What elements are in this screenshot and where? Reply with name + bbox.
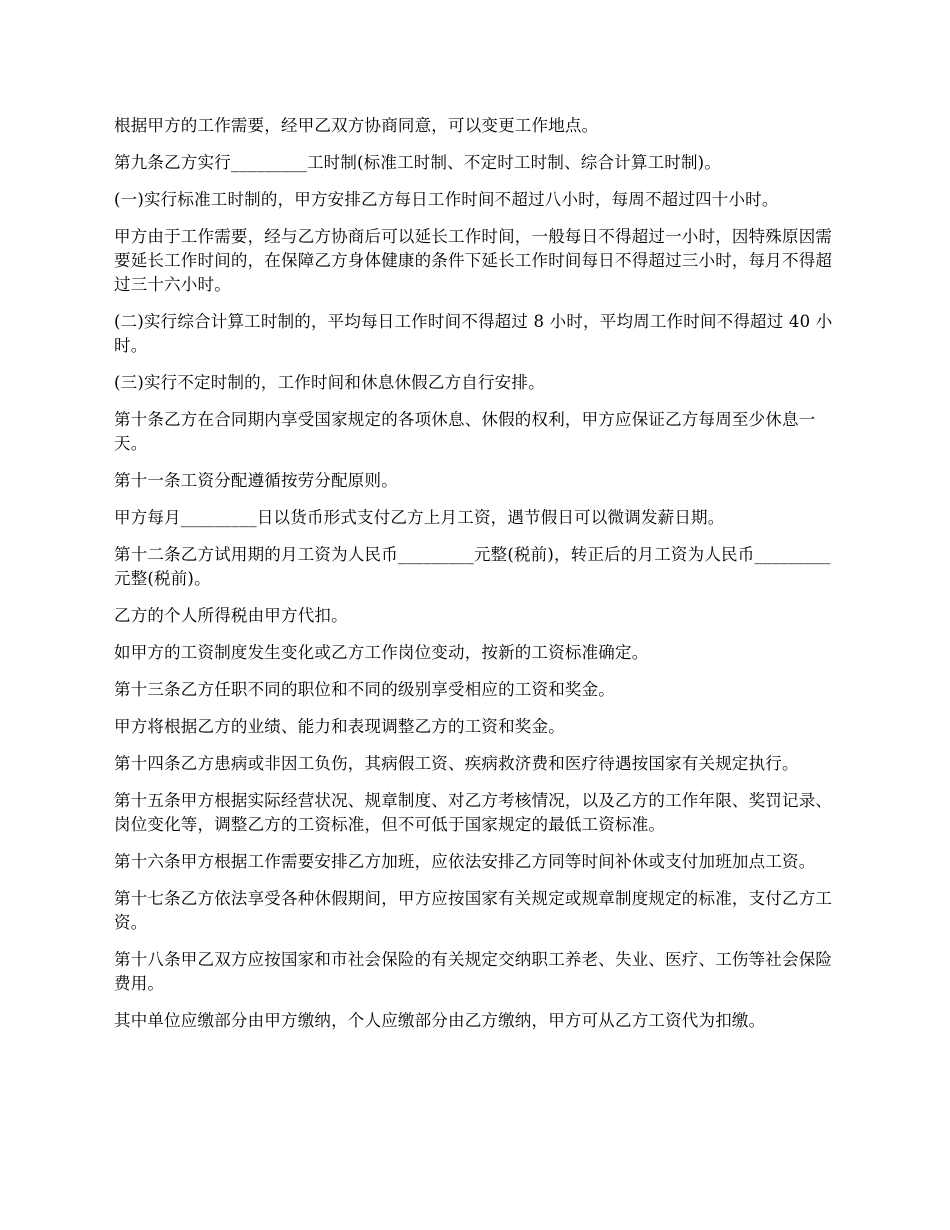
- paragraph-19: 第十八条甲乙双方应按国家和市社会保险的有关规定交纳职工养老、失业、医疗、工伤等社会保险费用。: [114, 950, 833, 993]
- paragraph-18: 第十七条乙方依法享受各种休假期间，甲方应按国家有关规定或规章制度规定的标准，支付乙方工资。: [114, 889, 833, 932]
- paragraph-20: 其中单位应缴部分由甲方缴纳，个人应缴部分由乙方缴纳，甲方可从乙方工资代为扣缴。: [114, 1011, 766, 1030]
- paragraph-7: 第十条乙方在合同期内享受国家规定的各项休息、休假的权利，甲方应保证乙方每周至少休息一天。: [114, 410, 816, 453]
- paragraph-15: 第十四条乙方患病或非因工负伤，其病假工资、疾病救济费和医疗待遇按国家有关规定执行。: [114, 754, 799, 773]
- paragraph-13: 第十三条乙方任职不同的职位和不同的级别享受相应的工资和奖金。: [114, 680, 615, 699]
- paragraph-5: (二)实行综合计算工时制的，平均每日工作时间不得超过 8 小时，平均周工作时间不得超过 40 小时。: [114, 312, 833, 355]
- paragraph-8: 第十一条工资分配遵循按劳分配原则。: [114, 471, 398, 490]
- paragraph-2: 第九条乙方实行_________工时制(标准工时制、不定时工时制、综合计算工时制)。: [114, 153, 722, 172]
- paragraph-4: 甲方由于工作需要，经与乙方协商后可以延长工作时间，一般每日不得超过一小时，因特殊原因需要延长工作时间的，在保障乙方身体健康的条件下延长工作时间每日不得超过三小时，每月不得超过三十六小时。: [114, 227, 833, 294]
- paragraph-14: 甲方将根据乙方的业绩、能力和表现调整乙方的工资和奖金。: [114, 717, 565, 736]
- paragraph-6: (三)实行不定时制的，工作时间和休息休假乙方自行安排。: [114, 373, 545, 392]
- paragraph-11: 乙方的个人所得税由甲方代扣。: [114, 606, 348, 625]
- paragraph-9: 甲方每月_________日以货币形式支付乙方上月工资，遇节假日可以微调发薪日期。: [114, 508, 725, 527]
- paragraph-1: 根据甲方的工作需要，经甲乙双方协商同意，可以变更工作地点。: [114, 116, 599, 135]
- paragraph-17: 第十六条甲方根据工作需要安排乙方加班，应依法安排乙方同等时间补休或支付加班加点工资。: [114, 852, 816, 871]
- paragraph-12: 如甲方的工资制度发生变化或乙方工作岗位变动，按新的工资标准确定。: [114, 643, 649, 662]
- paragraph-3: (一)实行标准工时制的，甲方安排乙方每日工作时间不超过八小时，每周不超过四十小时。: [114, 190, 779, 209]
- paragraph-16: 第十五条甲方根据实际经营状况、规章制度、对乙方考核情况，以及乙方的工作年限、奖罚记录、岗位变化等，调整乙方的工资标准，但不可低于国家规定的最低工资标准。: [114, 791, 833, 834]
- paragraph-10: 第十二条乙方试用期的月工资为人民币_________元整(税前)，转正后的月工资为人民币_________元整(税前)。: [114, 545, 831, 588]
